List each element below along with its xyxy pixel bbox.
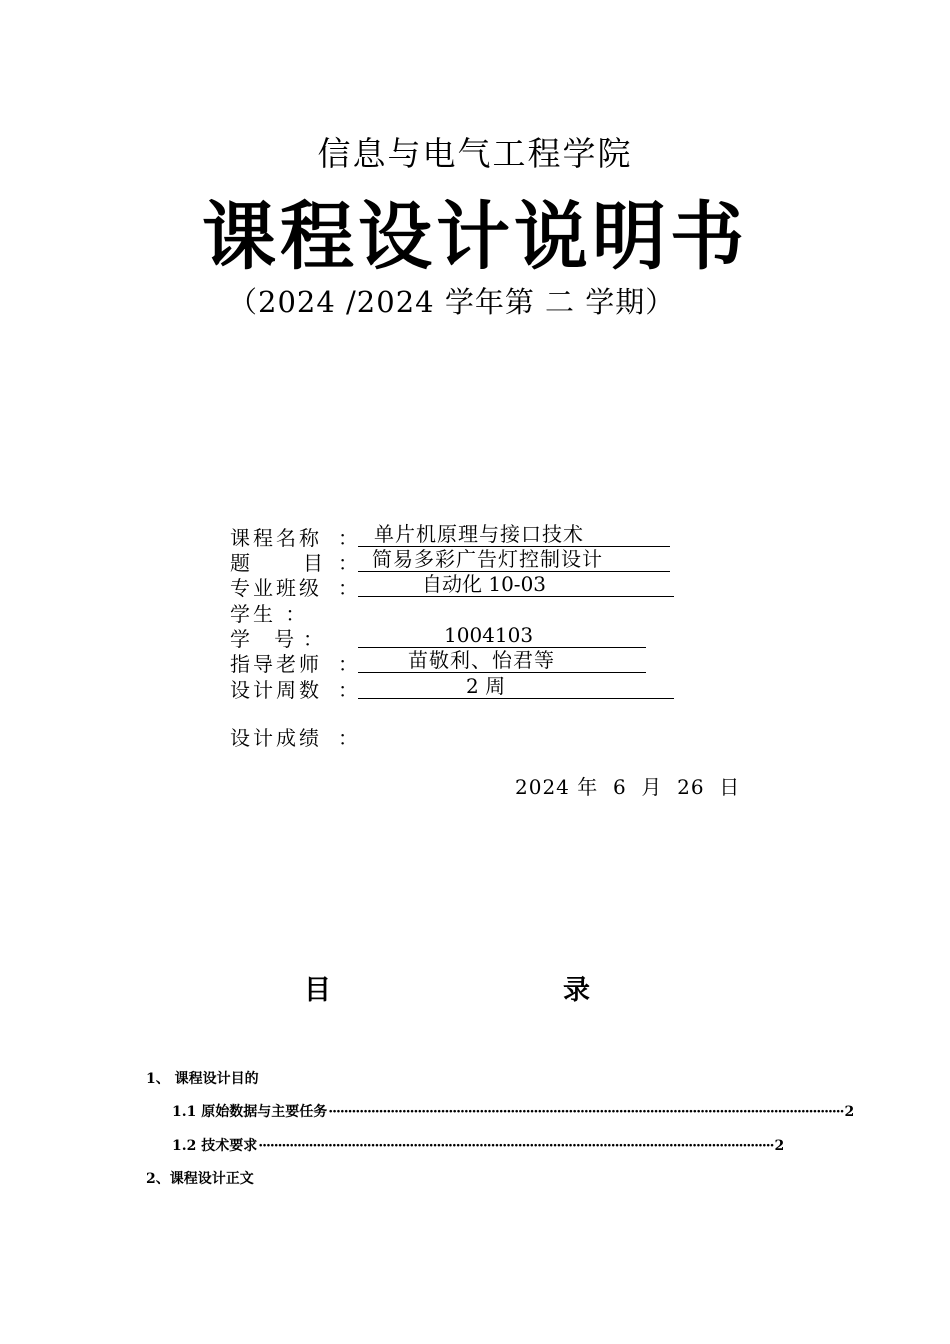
topic-label: 题 目 xyxy=(230,551,326,575)
weeks-value: 2 周 xyxy=(466,674,506,698)
toc-entry-1-1[interactable] xyxy=(172,1101,855,1121)
teacher-label: 指导老师 xyxy=(230,652,322,676)
student-label: 学生 ： xyxy=(230,602,309,626)
toc-entry-2[interactable]: 2、课程设计正文 xyxy=(146,1171,254,1187)
toc-entry-1[interactable]: 1、 课程设计目的 xyxy=(146,1071,259,1087)
academic-term: （2024 /2024 学年第 二 学期） xyxy=(228,285,676,319)
student-id-field xyxy=(358,623,646,648)
class-value: 自动化 10-03 xyxy=(422,572,547,596)
class-label: 专业班级 xyxy=(230,576,322,600)
weeks-colon: ： xyxy=(338,678,358,702)
weeks-field xyxy=(358,674,674,699)
class-colon: ： xyxy=(338,576,358,600)
toc-entry-1-2[interactable] xyxy=(172,1135,785,1155)
document-date: 2024 年 6 月 26 日 xyxy=(515,775,741,799)
toc-entry-page: 2 xyxy=(774,1138,785,1154)
topic-value: 简易多彩广告灯控制设计 xyxy=(372,547,603,571)
toc-title-right: 录 xyxy=(563,975,590,1006)
toc-entry-label: 1.2 技术要求 xyxy=(172,1138,258,1154)
toc-title-left: 目 xyxy=(304,975,331,1006)
toc-entry-label: 1.1 原始数据与主要任务 xyxy=(172,1104,328,1120)
teacher-field xyxy=(358,648,646,673)
course-name-field xyxy=(358,522,670,547)
course-name-value: 单片机原理与接口技术 xyxy=(374,522,584,546)
teacher-colon: ： xyxy=(338,652,358,676)
student-id-value: 1004103 xyxy=(444,623,534,647)
course-name-colon: ： xyxy=(338,526,358,550)
weeks-label: 设计周数 xyxy=(230,678,322,702)
institute-name: 信息与电气工程学院 xyxy=(317,134,633,173)
topic-field xyxy=(358,547,670,572)
student-id-label-text: 学 号： xyxy=(230,627,326,651)
toc-leader-dots: ····································································································································· xyxy=(328,1104,844,1120)
grade-label: 设计成绩 xyxy=(230,726,322,750)
toc-entry-page: 2 xyxy=(844,1104,855,1120)
document-title: 课程设计说明书 xyxy=(202,194,748,280)
course-name-label: 课程名称 xyxy=(230,526,322,550)
class-field xyxy=(358,572,674,597)
topic-colon: ： xyxy=(338,551,358,575)
toc-leader-dots: ····································································································································· xyxy=(258,1138,774,1154)
teacher-value: 苗敬利、怡君等 xyxy=(408,648,555,672)
grade-colon: ： xyxy=(338,726,358,750)
